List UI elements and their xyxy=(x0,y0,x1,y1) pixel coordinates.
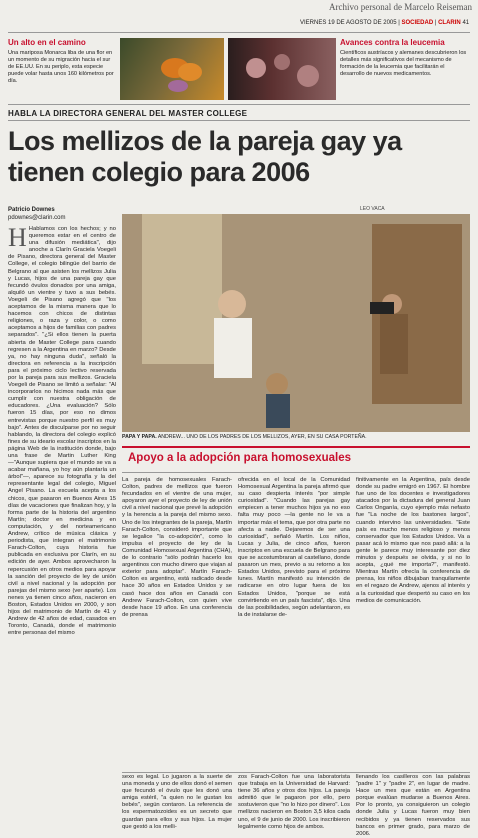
article-column-4b: llenando los casilleros con las palabras "padre 1" y "padre 2", en lugar de madre. Hace un mes que están en Argentina porque evalúan mudarse a Buenos Aires. Por lo pronto, ya consiguieron un colegio donde Julia y Lucas fueron muy bien recibidos y ya tienen reservados sus bancos en primer grado, para marzo de 2006. xyxy=(356,774,470,837)
box-right-title: Avances contra la leucemia xyxy=(340,38,445,47)
caption-bold: PAPA Y PAPA. xyxy=(122,434,157,440)
masthead-section: SOCIEDAD xyxy=(401,20,434,26)
box-left xyxy=(8,38,116,85)
family-photo xyxy=(122,214,470,432)
masthead-rule xyxy=(8,32,470,33)
archive-watermark: Archivo personal de Marcelo Reiseman xyxy=(329,2,472,12)
box-right xyxy=(340,38,470,78)
box-left-title: Un alto en el camino xyxy=(8,38,86,47)
cells-icon xyxy=(228,38,336,100)
masthead-paper: CLARIN xyxy=(438,20,461,26)
drop-cap: H xyxy=(8,223,27,252)
subhead-bottom-rule xyxy=(122,472,470,473)
kicker: HABLA LA DIRECTORA GENERAL DEL MASTER COLLEGE xyxy=(8,109,248,118)
leukemia-photo xyxy=(228,38,336,100)
article-column-3: ofrecida en el local de la Comunidad Homosexual Argentina la pareja afirmó que su caso despierta interés "por simple curiosidad". "Cuando las parejas gay empiecen a tener muchos hijos ya no eso falta muy poco —la gente no le va a importar más el tema, que por otra parte no afecta a nadie. Dejaremos de ser una curiosidad", señaló Martín. Los niños, Lucas y Julia, de cinco años, fueron inscriptos en una escuela de Belgrano para que se acostumbraran al castellano, donde pasaron un mes, previo a su retorno a los Estados Unidos, previsto para el próximo lunes. Martín manifestó su intención de radicarse en otro lugar fuera de los Estados Unidos, "porque se está convirtiendo en un país fascista", dijo. Una de las posibilidades, según adelantaron, es la de instalarse de- xyxy=(238,477,350,618)
column-1-text: Hablamos con los hechos; y no queremos estar en el centro de una difusión mediática", dijo anoche a Clarín Graciela Voegeli de Pisano, directora general del Master College, el colegio bilingüe del barrio de Belgrano al que asisten los mellizos Julia y Lucas, hijos de una pareja gay que fecundó óvulos donados por una amiga, alquiló un vientre y tuvo a sus bebés. Voegeli de Pisano agregó que "los aceptamos de la misma manera que lo hacemos con chicos de distintas religiones, o raza y color, o como aceptamos a hijos de familias con padres separados". "¿Si ellos tienen la puerta abierta de Master College para cuando regresen a la Argentina en marzo? Desde ya, no hay ninguna duda", señaló la directora en referencia a la inscripción para el próximo ciclo lectivo reservada por la pareja para sus mellizos. Graciela Voegeli de Pisano se limitó a señalar: "Al incorporarlos no hicimos nada más que cumplir con nuestra obligación de educadores. ¿Una evaluación? Sólo fueron 15 días, por eso no dimos entrevistas porque nuestro perfil es muy bajo". Antes de disculparse por no seguir hablando, la directora del colegio explicó fines de su ideario escolar inscriptos en la página Web de la institución donde, bajo una frase de Martin Luther King —"Aunque supiera que el mundo se va a acabar mañana, yo hoy aún plantaría un árbol"—, aparece su fotografía y la del representante legal del colegio, Miguel Angel Pisano. La escuela acepta a los chicos, que pasaron en Buenos Aires 15 días de vacaciones que finalizan hoy, y la forma parte de la historia del argentino Martín; doctor en medicina y en computación, y del norteamericano Andrew, crítico de música clásica y periodista, que integran el matrimonio Farach-Colton, cuya historia fue publicada en exclusiva por Clarín, en su edición de ayer. Ambos aprovecharon la repercusión en otros medios para apoyar la sanción del proyecto de ley de unión civil a nivel nacional y la adopción por parejas del mismo sexo (ver aparte). Los nenes ya tienen cinco años, nacieron en Boston, Estados Unidos en 2000, y son hijos del matrimonio de Martín de 41 y Andrew de 42 años de edad, casados en Toronto, Canadá, donde el matrimonio entre personas del mismo xyxy=(8,226,116,637)
caption-text: ANDREW... UNO DE LOS PADRES DE LOS MELLIZOS, AYER, EN SU CASA PORTEÑA. xyxy=(157,434,367,440)
kicker-rule xyxy=(8,120,470,121)
byline-email: pdownes@clarin.com xyxy=(8,215,66,221)
article-column-3b: zos Farach-Colton fue una laboratorista que trabaja en la Universidad de Harvard: tiene 36 años y otros dos hijos. La pareja admitió que le pagaron por ello, pero sostuvieron que "no lo hizo por dinero". Los mellizos nacieron en Boston 3,5 kilos cada uno, el 9 de junio de 2000. Los inscribieron legalmente como hijos de ambos. xyxy=(238,774,350,830)
photo-credit: LEO VACA xyxy=(360,206,385,212)
article-column-1 xyxy=(8,223,116,794)
box-left-text: Una mariposa Monarca liba de una flor en un momento de su migración hacia el sur de EE.UU. En su periplo, esta especie puede volar hasta unos 160 kilómetros por día. xyxy=(8,50,114,84)
butterfly-icon xyxy=(120,38,224,100)
article-column-2: La pareja de homosexuales Farach-Colton, padres de mellizos que fueron fecundados en el vientre de una mujer, apoyaron ayer el proyecto de ley de unión civil a nivel nacional que prevé la adopción y la herencia a la pareja del mismo sexo. Uno de los integrantes de la pareja, Martín Farach-Colton, consideró importante que se legalice "la co-adopción", como lo impulsa el proyecto de ley de la Comunidad Homosexual Argentina (CHA), de lo contrario "sólo podrán hacerlo los argentinos con mucho dinero que viajan al exterior para adoptar". Martín Farach-Colton es argentino, está radicado desde hace 30 años en Estados Unidos y se casó hace dos años en Canadá con Andrew Farach-Colton, con quien vive desde hace 19 años. En una conferencia de prensa xyxy=(122,477,232,618)
byline-author: Patricio Downes xyxy=(8,207,55,213)
subhead: Apoyo a la adopción para homosexuales xyxy=(128,452,352,464)
byline xyxy=(8,206,116,222)
butterfly-photo xyxy=(120,38,224,100)
masthead: VIERNES 19 DE AGOSTO DE 2005 | SOCIEDAD | CLARIN 41 xyxy=(300,20,470,26)
boxes-rule xyxy=(8,104,470,105)
subhead-rule xyxy=(122,446,470,448)
box-right-text: Científicos austríacos y alemanes descubrieron los detalles más significativos del mecanismo de formación de la leucemia que facilitarán el desarrollo de nuevos medicamentos. xyxy=(340,50,467,77)
article-column-2b: sexo es legal. Lo jugaron a la suerte de una moneda y uno de ellos donó el semen que fecundó el óvulo que les donó una amiga estéril, "a quien no le gustan los bebés", según contaron. La referencia de los espermatozoides es un secreto que guardan para ellos y sus hijos. La mujer que gestó a los melli- xyxy=(122,774,232,830)
masthead-page: 41 xyxy=(462,20,470,26)
masthead-date: VIERNES 19 DE AGOSTO DE 2005 xyxy=(300,20,397,26)
article-column-4: finitivamente en la Argentina, país desde donde su padre emigró en 1967. El hombre fue uno de los docentes e investigadores atacados por la dictadura del general Juan Carlos Onganía, cuyo ejemplo más nefasto fue "La noche de los bastones largos", cuando intervino las universidades. "Este país es mucho menos religioso y menos conservador que los Estados Unidos. Va a pasar acá lo mismo que nos pasó allá: a la gente le parece muy interesante por diez minutos y después se olvida, y si no lo acepta, ¿qué me importa?", manifestó. Mientras Martín ofrecía la conferencia de prensa, los niños dibujaban tranquilamente en el regazo de Andrew, ajenos al interés y a la curiosidad que despertó su caso en los medios de comunicación. xyxy=(356,477,470,604)
headline: Los mellizos de la pareja gay ya tienen colegio para 2006 xyxy=(8,126,402,187)
bottom-rule xyxy=(122,772,470,773)
photo-caption xyxy=(122,434,470,440)
family-scene-icon xyxy=(122,214,470,432)
